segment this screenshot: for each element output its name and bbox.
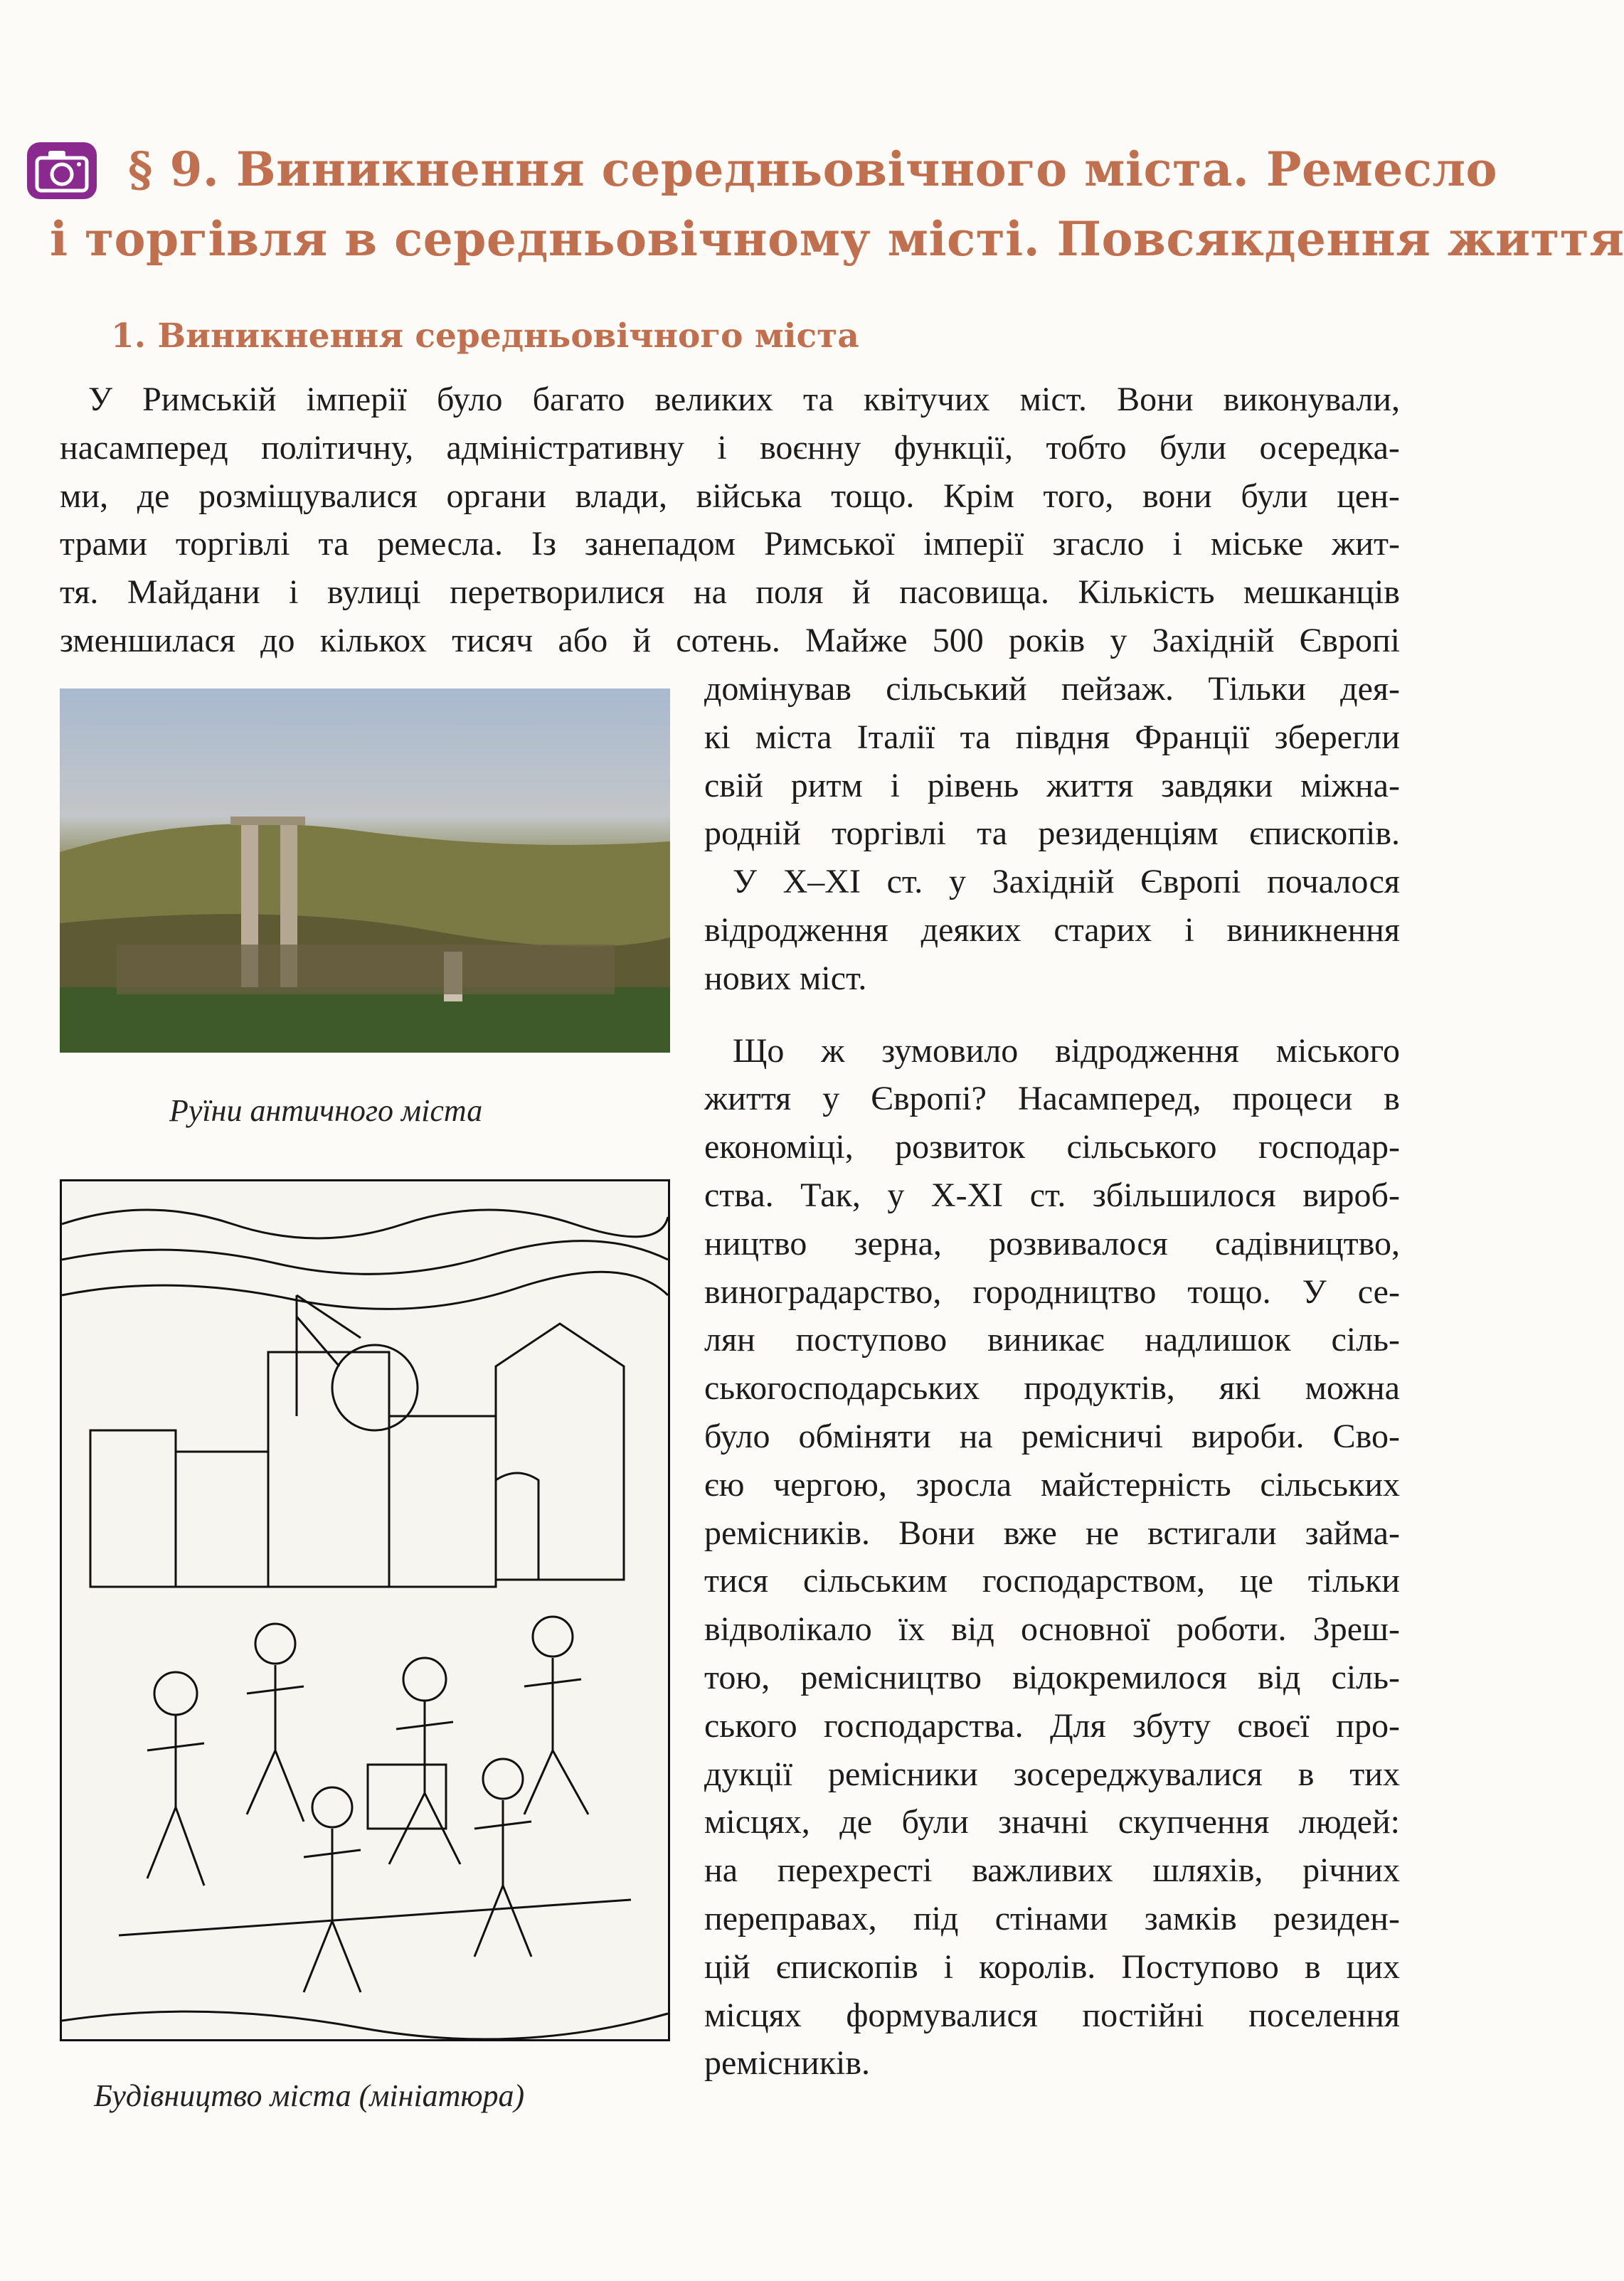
text-line: трами торгівлі та ремесла. Із занепадом Римської імперії згасло і міське жит- (60, 525, 1400, 563)
city-construction-engraving (60, 1179, 670, 2041)
text-line: на перехресті важливих шляхів, річних (704, 1851, 1400, 1890)
text-line: домінував сільський пейзаж. Тільки дея- (704, 670, 1400, 708)
text-line: тя. Майдани і вулиці перетворилися на поля й пасовища. Кількість мешканців (60, 573, 1400, 612)
intro-paragraph (60, 376, 1400, 665)
text-line: життя у Європі? Насамперед, процеси в (704, 1080, 1400, 1118)
text-line: відволікало їх від основної роботи. Зреш- (704, 1610, 1400, 1649)
text-line: виноградарство, городництво тощо. У се- (704, 1272, 1400, 1311)
text-line: цій єпископів і королів. Поступово в цих (704, 1947, 1400, 1986)
text-line: ми, де розміщувалися органи влади, війська тощо. Крім того, вони були цен- (60, 477, 1400, 515)
text-line: переправах, під стінами замків резиден- (704, 1899, 1400, 1937)
text-line: місцях формувалися постійні поселення (704, 1996, 1400, 2034)
text-line: тися сільським господарством, це тільки (704, 1562, 1400, 1600)
text-line: кі міста Італії та півдня Франції зберегли (704, 718, 1400, 756)
text-line: У X–XI ст. у Західній Європі почалося (733, 863, 1400, 901)
paragraph-gap (704, 1003, 1400, 1027)
text-line: родній торгівлі та резиденціям єпископів. (704, 814, 1400, 853)
section-heading: 1. Виникнення середньовічного міста (111, 317, 859, 356)
text-line: насамперед політичну, адміністративну і воєнну функції, тобто були осередка- (60, 428, 1400, 467)
title-line-2: і торгівля в середньовічному місті. Повсякдення життя (50, 211, 1624, 267)
text-line: ства. Так, у X-XI ст. збільшилося вироб- (704, 1176, 1400, 1214)
text-line: ськогосподарських продуктів, які можна (704, 1369, 1400, 1408)
text-line: У Римській імперії було багато великих та квітучих міст. Вони виконували, (88, 381, 1400, 418)
text-line: ремісників. (704, 2044, 871, 2083)
text-line: місцях, де були значні скупчення людей: (704, 1803, 1400, 1841)
text-line: зменшилася до кількох тисяч або й сотень. Майже 500 років у Західній Європі (60, 621, 1400, 659)
text-line: економіці, розвиток сільського господар- (704, 1128, 1400, 1166)
text-line: тою, ремісництво відокремилося від сіль- (704, 1658, 1400, 1696)
text-line: єю чергою, зросла майстерність сільських (704, 1465, 1400, 1504)
text-line: дукції ремісники зосереджувалися в тих (704, 1755, 1400, 1793)
camera-icon[interactable] (27, 142, 97, 199)
title-line-1: § 9. Виникнення середньовічного міста. Ремесло (128, 142, 1498, 197)
text-line: нових міст. (704, 959, 867, 997)
text-line: було обміняти на ремісничі вироби. Сво- (704, 1417, 1400, 1455)
text-line: відродження деяких старих і виникнення (704, 910, 1400, 949)
text-line: ремісників. Вони вже не встигали займа- (704, 1514, 1400, 1552)
text-line: лян поступово виникає надлишок сіль- (704, 1321, 1400, 1359)
right-column-text (704, 665, 1400, 2088)
text-line: свій ритм і рівень життя завдяки міжна- (704, 766, 1400, 804)
text-line: ництво зерна, розвивалося садівництво, (704, 1224, 1400, 1262)
ancient-ruins-photo (60, 688, 670, 1053)
photo-caption: Руїни античного міста (169, 1093, 483, 1128)
chapter-title (21, 134, 1624, 275)
text-line: ського господарства. Для збуту своєї про- (704, 1706, 1400, 1745)
engraving-caption: Будівництво міста (мініатюра) (94, 2078, 525, 2113)
text-line: Що ж зумовило відродження міського (733, 1031, 1400, 1070)
